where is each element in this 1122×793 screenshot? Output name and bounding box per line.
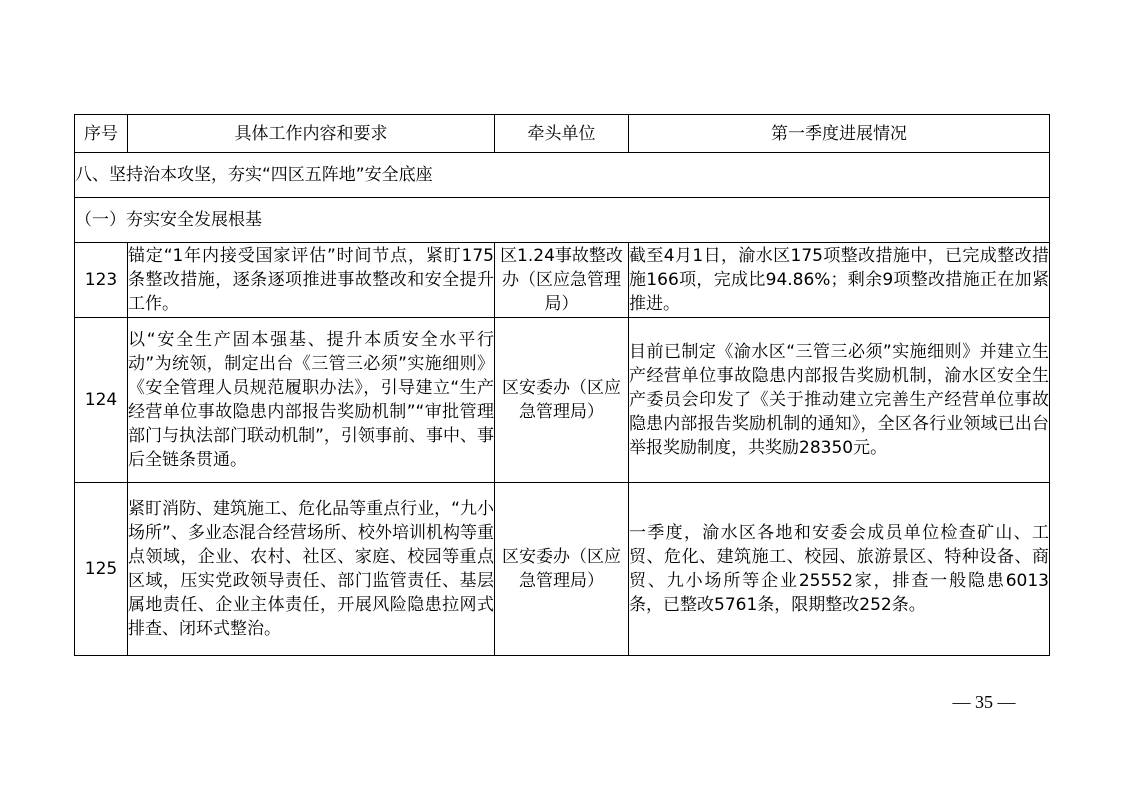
row-number: 123 [75,243,128,318]
subsection-title: （一）夯实安全发展根基 [75,198,1050,243]
row-lead-unit: 区安委办（区应急管理局） [495,318,629,483]
table-row [75,483,1050,656]
row-number: 124 [75,318,128,483]
row-progress: 截至4月1日，渝水区175项整改措施中，已完成整改措施166项，完成比94.86%；剩余9项整改措施正在加紧推进。 [629,243,1050,318]
table-row [75,243,1050,318]
row-content: 紧盯消防、建筑施工、危化品等重点行业，“九小场所”、多业态混合经营场所、校外培训机构等重点领域，企业、农村、社区、家庭、校园等重点区域，压实党政领导责任、部门监管责任、基层属地责任、企业主体责任，开展风险隐患拉网式排查、闭环式整治。 [128,483,495,656]
table-row [75,318,1050,483]
row-progress: 一季度，渝水区各地和安委会成员单位检查矿山、工贸、危化、建筑施工、校园、旅游景区、特种设备、商贸、九小场所等企业25552家，排查一般隐患6013条，已整改5761条，限期整改252条。 [629,483,1050,656]
row-lead-unit: 区安委办（区应急管理局） [495,483,629,656]
header-unit: 牵头单位 [495,115,629,153]
page-number: — 35 — [952,692,1016,712]
section-title: 八、坚持治本攻坚，夯实“四区五阵地”安全底座 [75,153,1050,198]
header-content: 具体工作内容和要求 [128,115,495,153]
table-header-row [75,115,1050,153]
row-lead-unit: 区1.24事故整改办（区应急管理局） [495,243,629,318]
row-number: 125 [75,483,128,656]
progress-table [74,114,1050,656]
row-progress: 目前已制定《渝水区“三管三必须”实施细则》并建立生产经营单位事故隐患内部报告奖励机制，渝水区安全生产委员会印发了《关于推动建立完善生产经营单位事故隐患内部报告奖励机制的通知》，全区各行业领域已出台举报奖励制度，共奖励28350元。 [629,318,1050,483]
row-content: 锚定“1年内接受国家评估”时间节点，紧盯175条整改措施，逐条逐项推进事故整改和安全提升工作。 [128,243,495,318]
row-content: 以“安全生产固本强基、提升本质安全水平行动”为统领，制定出台《三管三必须”实施细则》《安全管理人员规范履职办法》，引导建立“生产经营单位事故隐患内部报告奖励机制”“审批管理部门与执法部门联动机制”，引领事前、事中、事后全链条贯通。 [128,318,495,483]
subsection-row [75,198,1050,243]
section-row [75,153,1050,198]
header-progress: 第一季度进展情况 [629,115,1050,153]
header-no: 序号 [75,115,128,153]
